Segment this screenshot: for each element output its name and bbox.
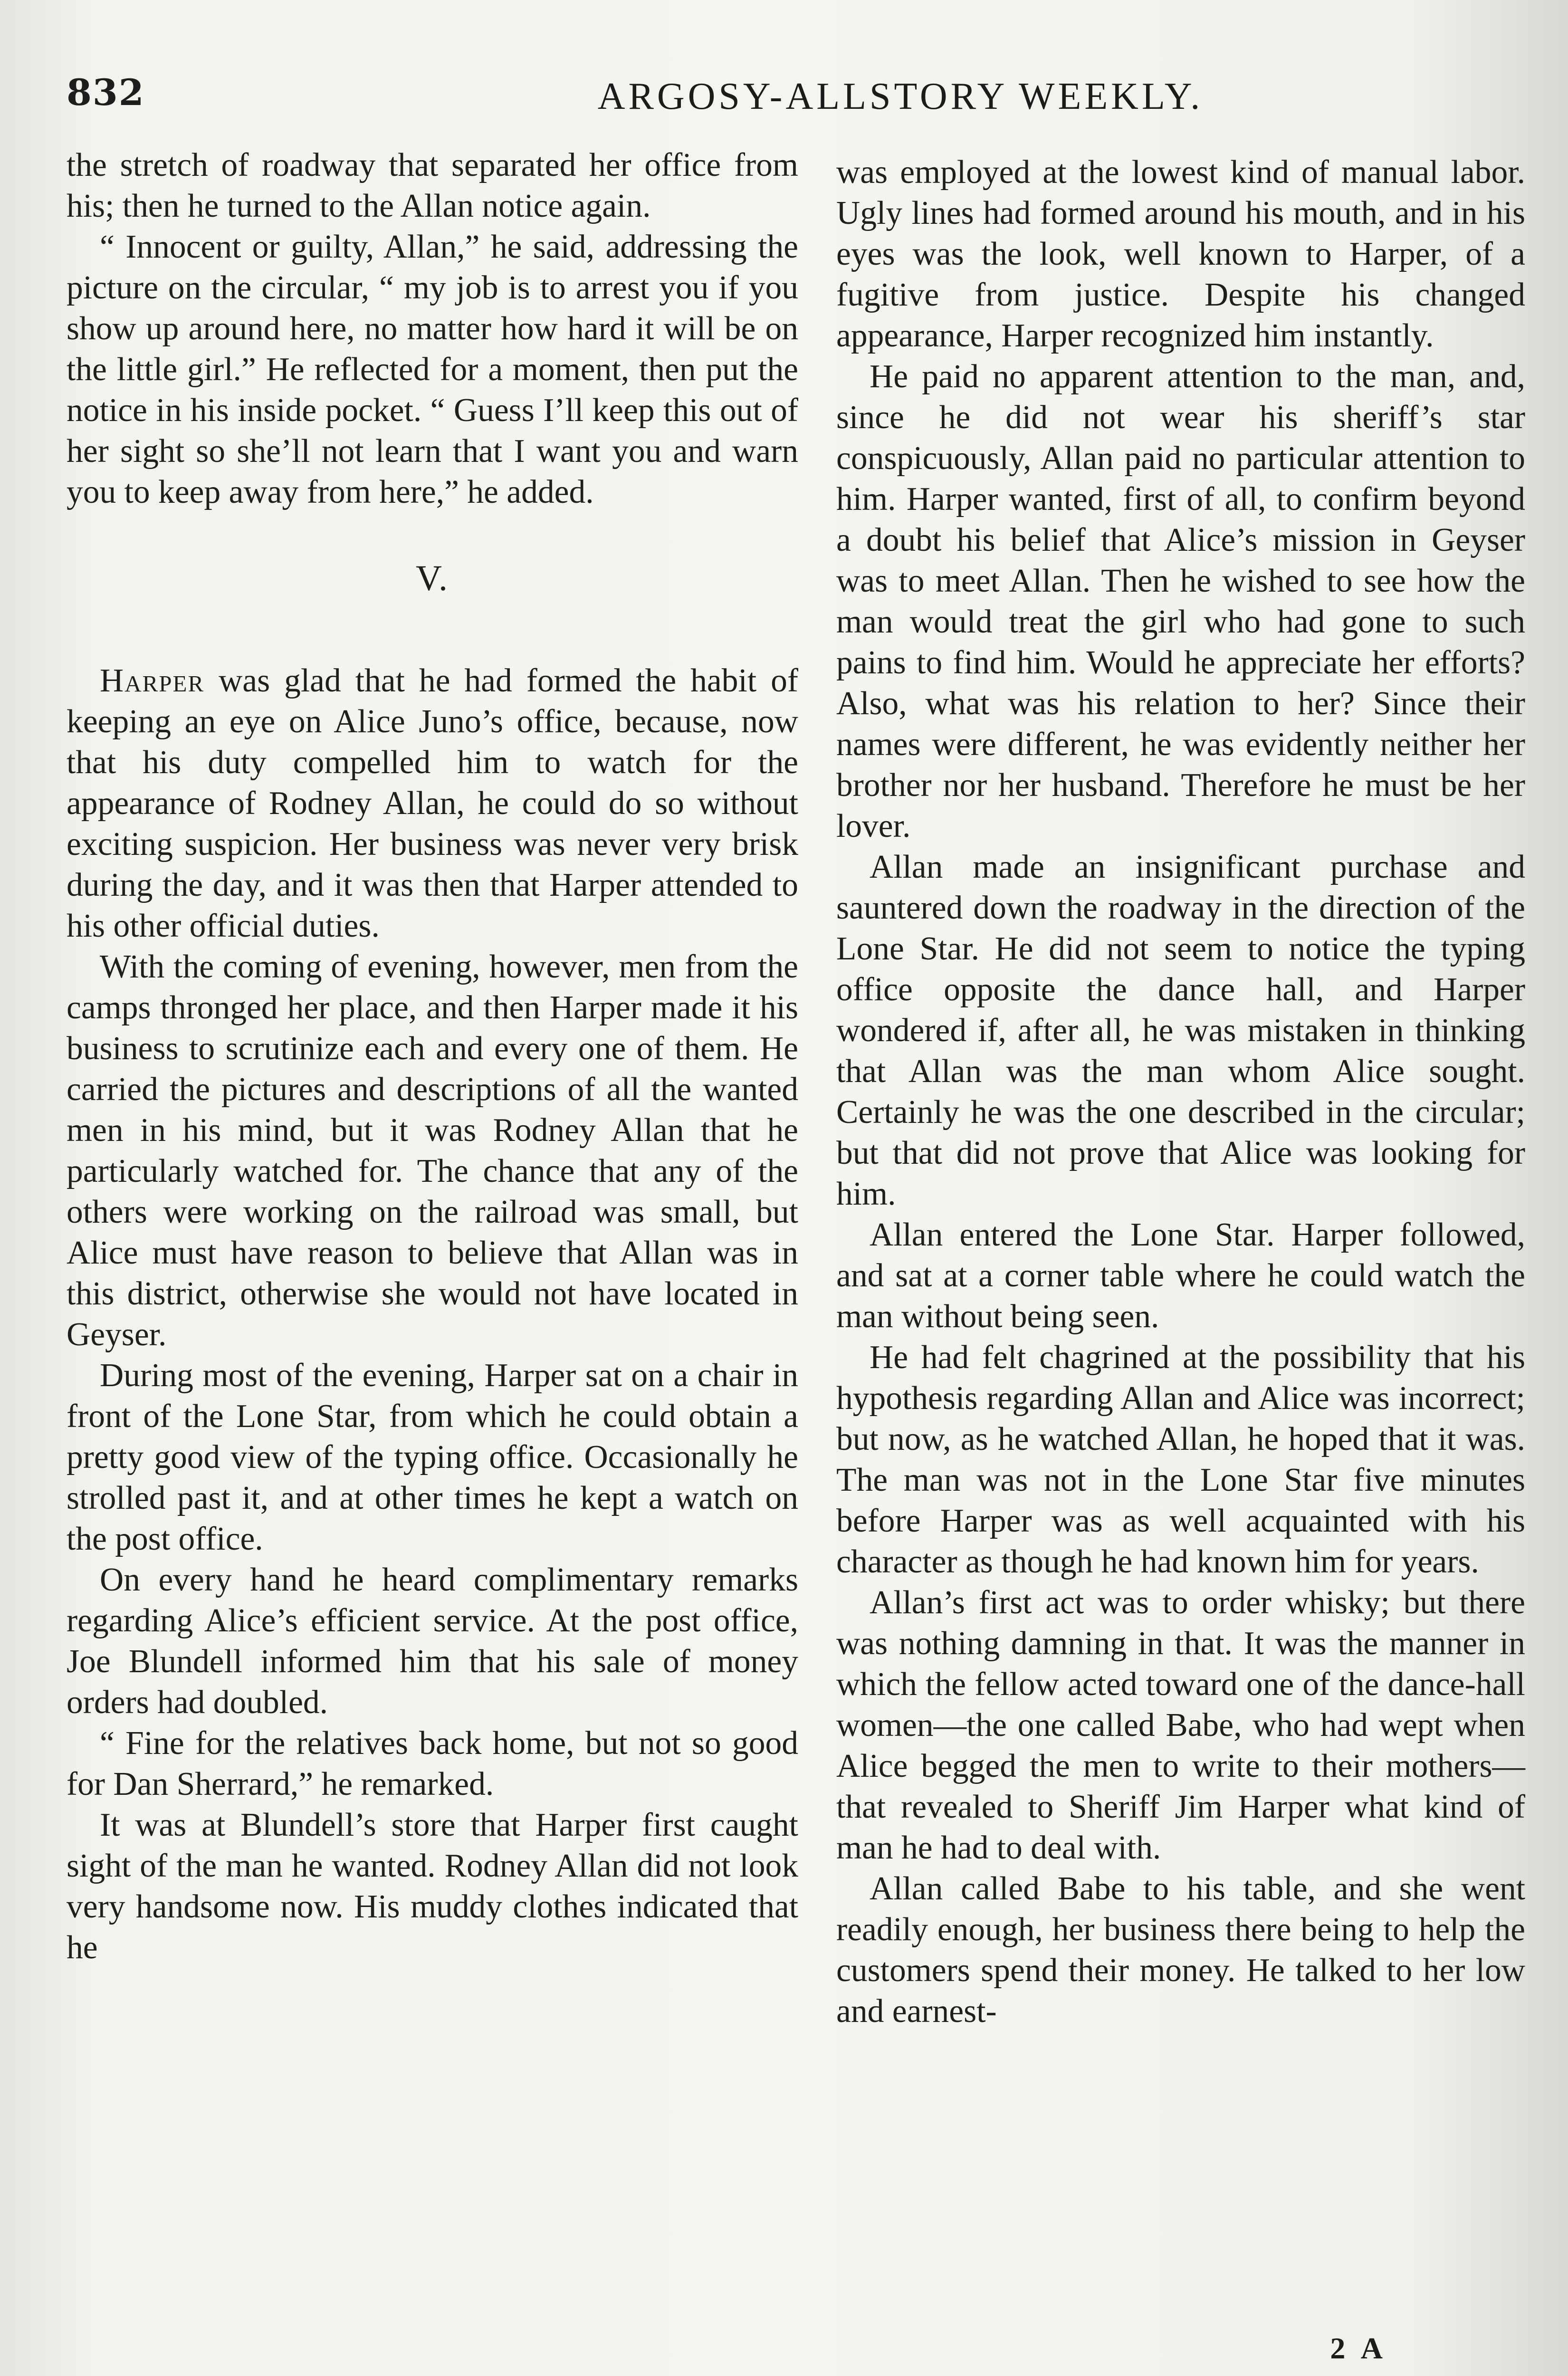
signature-mark: 2 A	[1330, 2331, 1387, 2365]
page-header	[67, 71, 1497, 133]
running-head: ARGOSY-ALLSTORY WEEKLY.	[597, 76, 1204, 117]
paragraph: Allan made an insignificant purchase and sauntered down the roadway in the direction of the Lone Star. He did not seem to notice the typing office opposite the dance hall, and Harper wondered if, after all, he was mistaken in thinking that Allan was the man whom Alice sought. Certainly he was the one described in the circular; but that did not prove that Alice was looking for him.	[836, 849, 1525, 1212]
page-number: 832	[67, 71, 145, 114]
paragraph: “ Innocent or guilty, Allan,” he said, addressing the picture on the circular, “ my job is to arrest you if you show up around here, no matter how hard it will be on the little girl.” He reflected for a moment, then put the notice in his inside pocket. “ Guess I’ll keep this out of her sight so she’ll not learn that I want you and warn you to keep away from here,” he added.	[67, 229, 798, 510]
paragraph: was employed at the lowest kind of manual labor. Ugly lines had formed around his mouth, and in his eyes was the look, well known to Harper, of a fugitive from justice. Despite his changed appearance, Harper recognized him instantly.	[836, 154, 1525, 354]
paragraph: “ Fine for the relatives back home, but not so good for Dan Sherrard,” he remarked.	[67, 1725, 798, 1802]
paragraph: Allan entered the Lone Star. Harper followed, and sat at a corner table where he could watch the man without being seen.	[836, 1217, 1525, 1335]
paragraph: With the coming of evening, however, men from the camps thronged her place, and then Harper made it his business to scrutinize each and every one of them. He carried the pictures and descriptions of all the wanted men in his mind, but it was Rodney Allan that he particularly watched for. The chance that any of the others were working on the railroad was small, but Alice must have reason to believe that Allan was in this district, otherwise she would not have located in Geyser.	[67, 948, 798, 1353]
left-column	[67, 145, 798, 1968]
small-caps-lead: Harper	[100, 662, 205, 699]
paragraph: He paid no apparent attention to the man, and, since he did not wear his sheriff’s star conspicuously, Allan paid no particular attention to him. Harper wanted, first of all, to confirm beyond a doubt his belief that Alice’s mission in Geyser was to meet Allan. Then he wished to see how the man would treat the girl who had gone to such pains to find him. Would he appreciate her efforts? Also, what was his relation to her? Since their names were different, he was evidently neither her brother nor her husband. Therefore he must be her lover.	[836, 358, 1525, 844]
paragraph-text: was glad that he had formed the habit of keeping an eye on Alice Juno’s office, because, now that his duty compelled him to watch for the appearance of Rodney Allan, he could do so without exciting suspicion. Her business was never very brisk during the day, and it was then that Harper attended to his other official duties.	[67, 662, 798, 944]
section-heading: V.	[415, 558, 449, 598]
paragraph: the stretch of roadway that separated her office from his; then he turned to the Allan notice again.	[67, 147, 798, 224]
paragraph: Allan called Babe to his table, and she went readily enough, her business there being to help the customers spend their money. He talked to her low and earnest-	[836, 1870, 1525, 2030]
paragraph: During most of the evening, Harper sat on a chair in front of the Lone Star, from which he could obtain a pretty good view of the typing office. Occasionally he strolled past it, and at other times he kept a watch on the post office.	[67, 1357, 798, 1557]
paragraph: On every hand he heard complimentary remarks regarding Alice’s efficient service. At the post office, Joe Blundell informed him that his sale of money orders had doubled.	[67, 1562, 798, 1721]
paragraph	[67, 661, 798, 947]
paragraph: It was at Blundell’s store that Harper first caught sight of the man he wanted. Rodney Allan did not look very handsome now. His muddy clothes indicated that he	[67, 1807, 798, 1966]
right-column	[836, 152, 1525, 2032]
paragraph: Allan’s first act was to order whisky; but there was nothing damning in that. It was the manner in which the fellow acted toward one of the dance-hall women—the one called Babe, who had wept when Alice begged the men to write to their mothers—that revealed to Sheriff Jim Harper what kind of man he had to deal with.	[836, 1584, 1525, 1866]
paragraph: He had felt chagrined at the possibility that his hypothesis regarding Allan and Alice was incorrect; but now, as he watched Allan, he hoped that it was. The man was not in the Lone Star five minutes before Harper was as well acquainted with his character as though he had known him for years.	[836, 1339, 1525, 1580]
